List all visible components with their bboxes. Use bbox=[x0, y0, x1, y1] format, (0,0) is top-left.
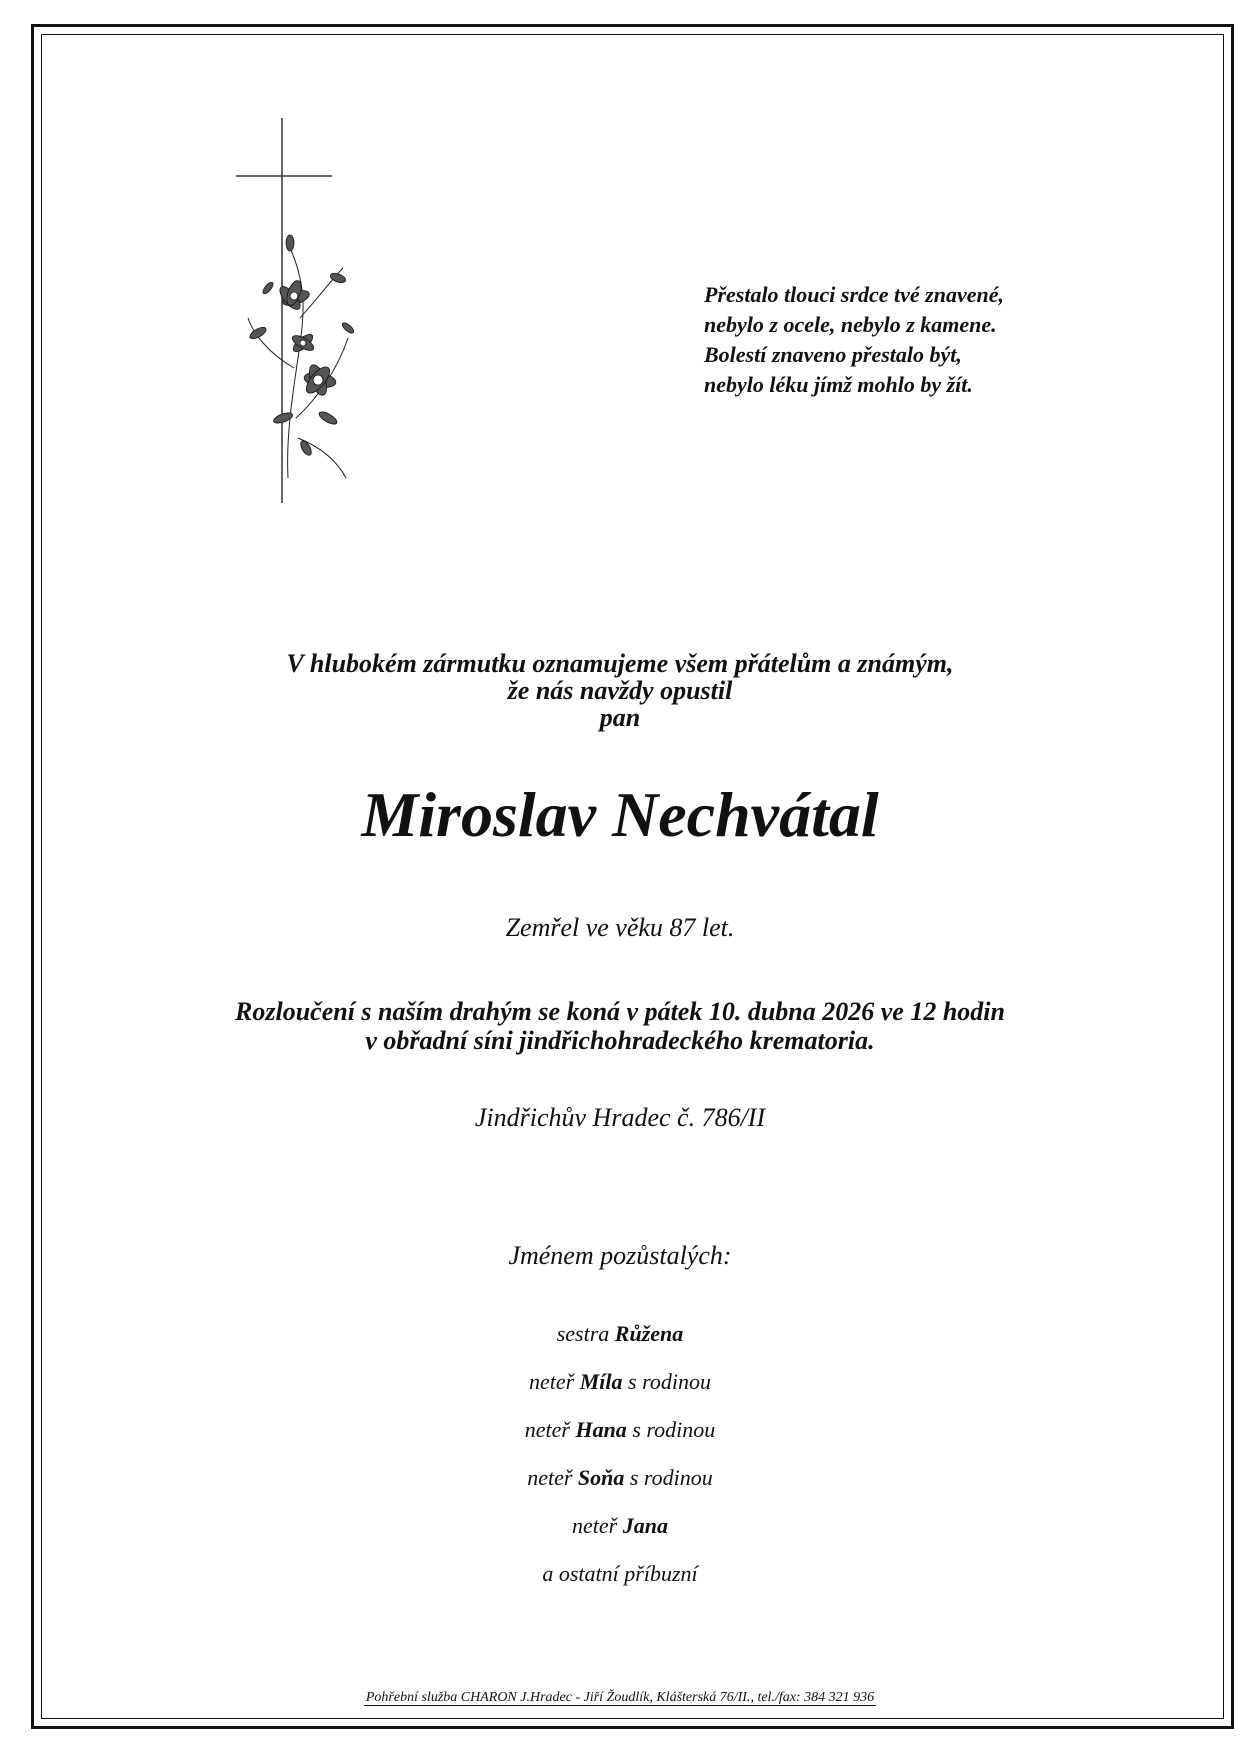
survivor-relation: neteř bbox=[529, 1369, 575, 1394]
survivor-relation: neteř bbox=[527, 1465, 573, 1490]
funeral-service-footer bbox=[0, 1690, 1240, 1706]
poem-line: nebylo léku jímž mohlo by žít. bbox=[704, 372, 973, 397]
poem-line: nebylo z ocele, nebylo z kamene. bbox=[704, 312, 997, 337]
survivor-name: Jana bbox=[622, 1513, 668, 1538]
memorial-poem bbox=[704, 280, 1124, 400]
survivor-suffix: s rodinou bbox=[629, 1465, 713, 1490]
survivor-item bbox=[0, 1310, 1240, 1358]
on-behalf-heading: Jménem pozůstalých: bbox=[508, 1241, 732, 1270]
ceremony-details bbox=[0, 997, 1240, 1055]
survivor-name: Soňa bbox=[577, 1465, 625, 1490]
survivors-list bbox=[0, 1310, 1240, 1598]
survivor-suffix: s rodinou bbox=[628, 1369, 711, 1394]
survivor-relation: neteř bbox=[524, 1417, 570, 1442]
poem-line: Bolestí znaveno přestalo být, bbox=[704, 342, 962, 367]
survivor-name: Růžena bbox=[614, 1321, 684, 1346]
survivor-relation: neteř bbox=[572, 1513, 618, 1538]
deceased-name: Miroslav Nechvátal bbox=[361, 779, 879, 850]
survivor-item bbox=[0, 1454, 1240, 1502]
age-line: Zemřel ve věku 87 let. bbox=[505, 913, 735, 942]
poem-line: Přestalo tlouci srdce tvé znavené, bbox=[704, 282, 1005, 307]
survivor-name: Míla bbox=[579, 1369, 623, 1394]
ceremony-line: Rozloučení s naším drahým se koná v pátek 10. dubna 2026 ve 12 hodin bbox=[235, 997, 1005, 1026]
survivor-item bbox=[0, 1406, 1240, 1454]
survivor-name: Hana bbox=[575, 1417, 627, 1442]
announcement-intro bbox=[0, 650, 1240, 731]
ceremony-line: v obřadní síni jindřichohradeckého krematoria. bbox=[365, 1026, 875, 1055]
intro-line: pan bbox=[599, 703, 641, 732]
survivor-item bbox=[0, 1358, 1240, 1406]
address: Jindřichův Hradec č. 786/II bbox=[474, 1103, 766, 1132]
intro-line: V hlubokém zármutku oznamujeme všem přátelům a známým, bbox=[286, 649, 954, 678]
other-relatives: a ostatní příbuzní bbox=[542, 1561, 698, 1586]
survivor-item bbox=[0, 1502, 1240, 1550]
footer-text: Pohřební služba CHARON J.Hradec - Jiří Žoudlík, Klášterská 76/II., tel./fax: 384 321 936 bbox=[365, 1690, 875, 1705]
survivor-relation: sestra bbox=[556, 1321, 610, 1346]
intro-line: že nás navždy opustil bbox=[507, 676, 733, 705]
cross-flower-icon bbox=[228, 118, 388, 508]
survivor-suffix: s rodinou bbox=[632, 1417, 716, 1442]
